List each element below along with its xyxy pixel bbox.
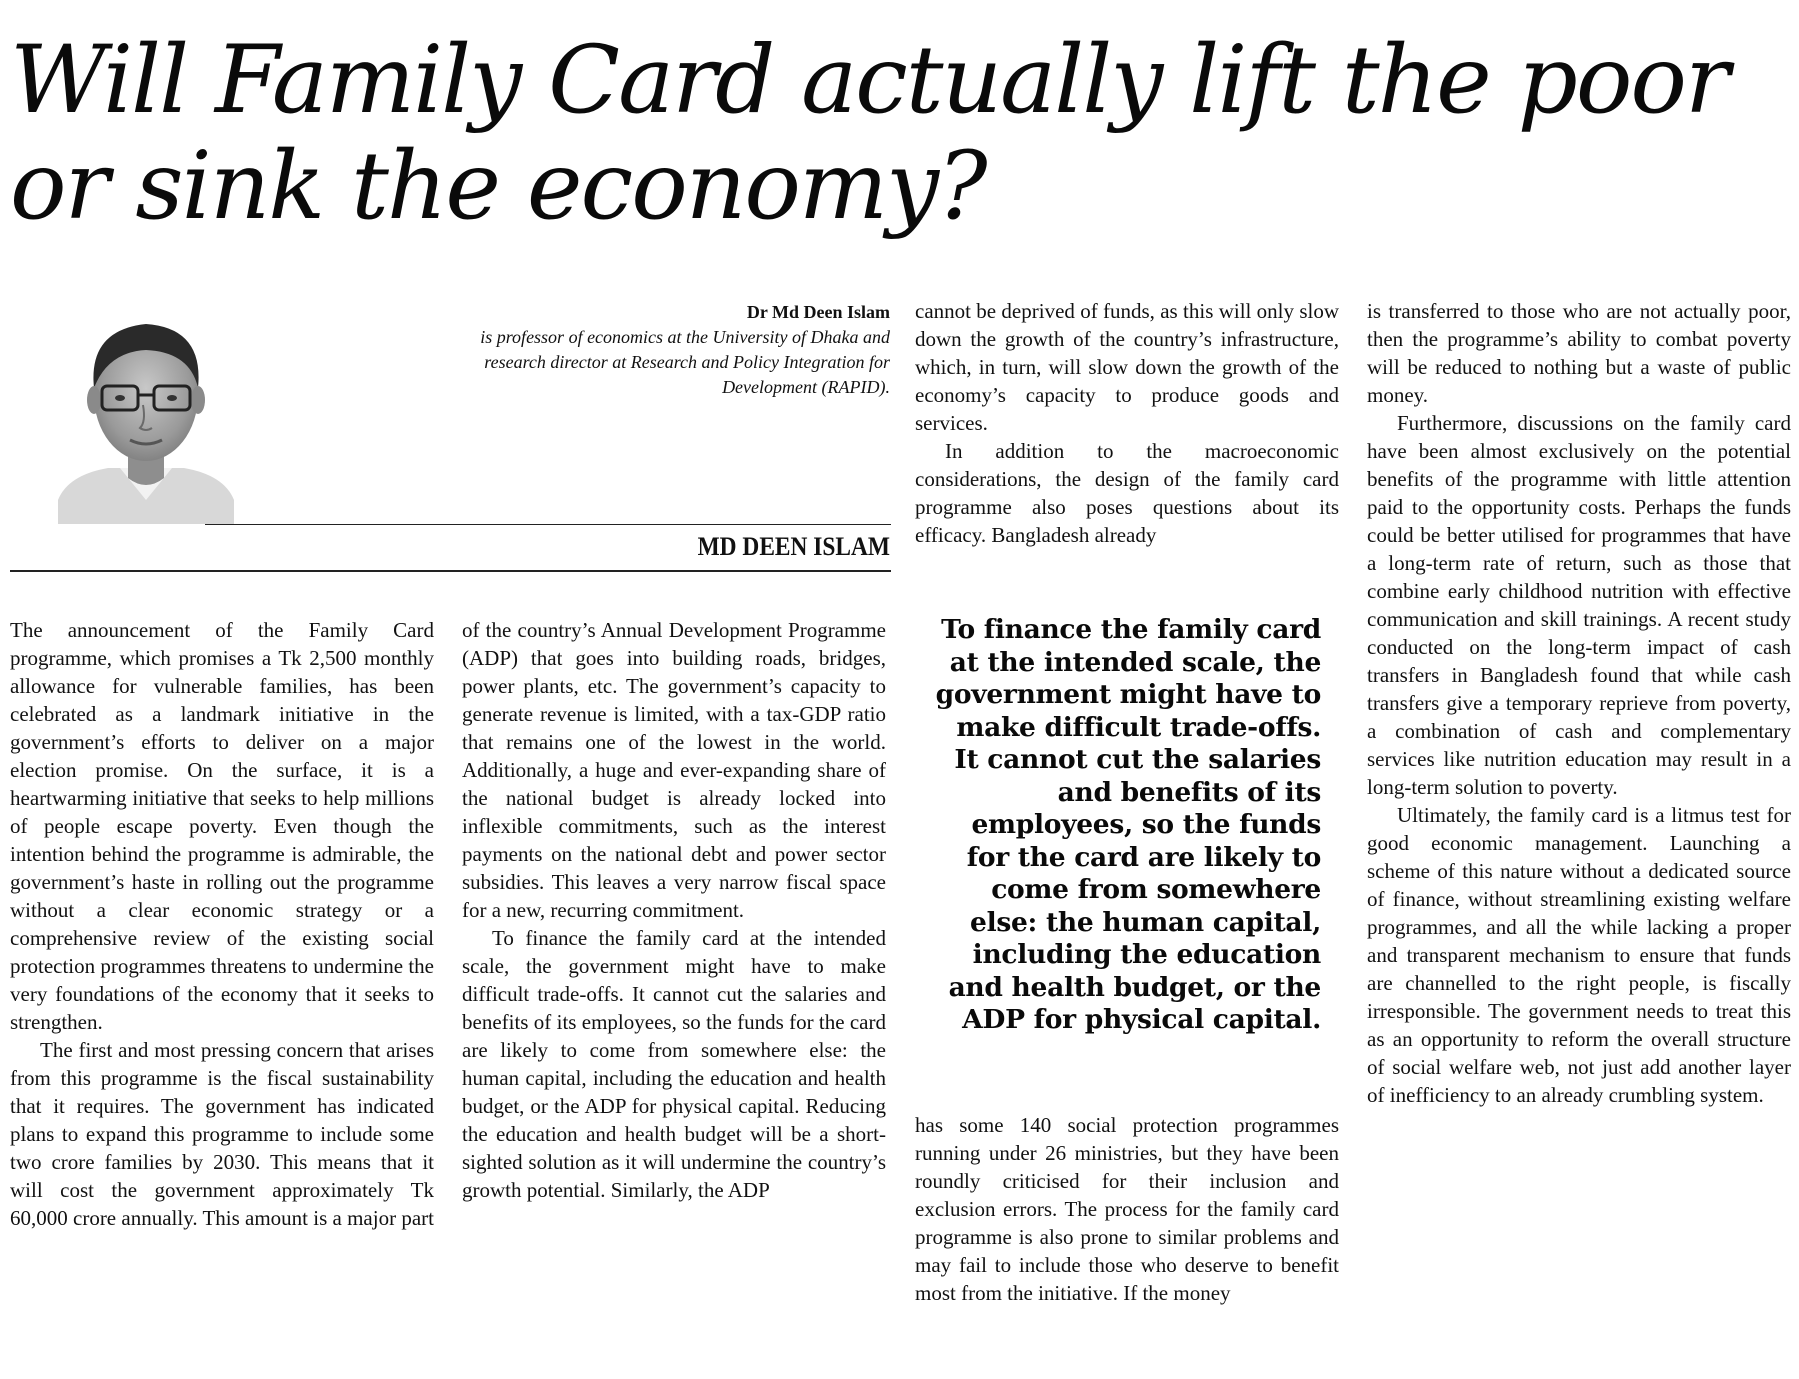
paragraph: has some 140 social protection programmes running under 26 ministries, but they have been roundly criticised for their inclusion and exclusion errors. The process for the family card programme is also prone to similar problems and may fail to include those who deserve to benefit most from the initiative. If the money xyxy=(915,1113,1339,1305)
pull-quote: To finance the family card at the intended scale, the government might have to make difficult trade-offs. It cannot cut the salaries and benefits of its employees, so the funds for the card are likely to come from somewhere else: the human capital, including the education and health budget, or the ADP for physical capital. xyxy=(935,614,1321,1035)
paragraph: is transferred to those who are not actually poor, then the programme’s ability to combat poverty will be reduced to nothing but a waste of public money. xyxy=(1367,299,1791,407)
author-byline: MD DEEN ISLAM xyxy=(697,532,890,561)
author-description: is professor of economics at the University of Dhaka and research director at Research and Policy Integration for Development (RAPID). xyxy=(480,327,890,397)
author-bio xyxy=(480,300,890,400)
author-name: Dr Md Deen Islam xyxy=(746,302,890,322)
article-column-3-top xyxy=(915,297,1339,549)
paragraph: Ultimately, the family card is a litmus test for good economic management. Launching a scheme of this nature without a dedicated source of finance, without streamlining existing welfare programmes, and all the while lacking a proper and transparent mechanism to ensure that funds are channelled to the right people, is fiscally irresponsible. The government needs to treat this as an opportunity to reform the overall structure of social welfare web, not just add another layer of inefficiency to an already crumbling system. xyxy=(1367,803,1791,1107)
headline: Will Family Card actually lift the poor or sink the economy? xyxy=(10,26,1728,241)
paragraph: cannot be deprived of funds, as this will only slow down the growth of the country’s infrastructure, which, in turn, will slow down the growth of the economy’s capacity to produce goods and services. xyxy=(915,299,1339,435)
byline-rule-top xyxy=(205,524,891,525)
article-column-3-bottom xyxy=(915,1111,1339,1307)
article-column-2 xyxy=(462,616,886,1204)
paragraph: of the country’s Annual Development Programme (ADP) that goes into building roads, bridges, power plants, etc. The government’s capacity to generate revenue is limited, with a tax-GDP ratio that remains one of the lowest in the world. Additionally, a huge and ever-expanding share of the national budget is already locked into inflexible commitments, such as the interest payments on the national debt and power sector subsidies. This leaves a very narrow fiscal space for a new, recurring commitment. xyxy=(462,618,886,922)
paragraph: Furthermore, discussions on the family card have been almost exclusively on the potential benefits of the programme with little attention paid to the opportunity costs. Perhaps the funds could be better utilised for programmes that have a long-term rate of return, such as those that combine early childhood nutrition with effective communication and skill trainings. A recent study conducted on the long-term impact of cash transfers in Bangladesh found that while cash transfers give a temporary reprieve from poverty, a combination of cash and complementary services like nutrition education may result in a long-term solution to poverty. xyxy=(1367,411,1791,799)
paragraph: In addition to the macroeconomic considerations, the design of the family card programme also poses questions about its efficacy. Bangladesh already xyxy=(915,439,1339,547)
article-column-4 xyxy=(1367,297,1791,1109)
paragraph: To finance the family card at the intended scale, the government might have to make difficult trade-offs. It cannot cut the salaries and benefits of its employees, so the funds for the card are likely to come from somewhere else: the human capital, including the education and health budget, or the ADP for physical capital. Reducing the education and health budget will be a short-sighted solution as it will undermine the country’s growth potential. Similarly, the ADP xyxy=(462,926,886,1202)
byline-rule-bottom xyxy=(10,570,891,572)
paragraph: The first and most pressing concern that arises from this programme is the fiscal sustainability that it requires. The government has indicated plans to expand this programme to include some two crore families by 2030. This means that it will cost the government approximately Tk 60,000 crore annually. This amount is a major part xyxy=(10,1038,434,1230)
author-portrait-image xyxy=(58,300,234,524)
author-photo xyxy=(58,300,234,524)
article-column-1 xyxy=(10,616,434,1232)
paragraph: The announcement of the Family Card programme, which promises a Tk 2,500 monthly allowance for vulnerable families, has been celebrated as a landmark initiative in the government’s efforts to deliver on a major election promise. On the surface, it is a heartwarming initiative that seeks to help millions of people escape poverty. Even though the intention behind the programme is admirable, the government’s haste in rolling out the programme without a clear economic strategy or a comprehensive review of the existing social protection programmes threatens to undermine the very foundations of the economy that it seeks to strengthen. xyxy=(10,618,434,1034)
